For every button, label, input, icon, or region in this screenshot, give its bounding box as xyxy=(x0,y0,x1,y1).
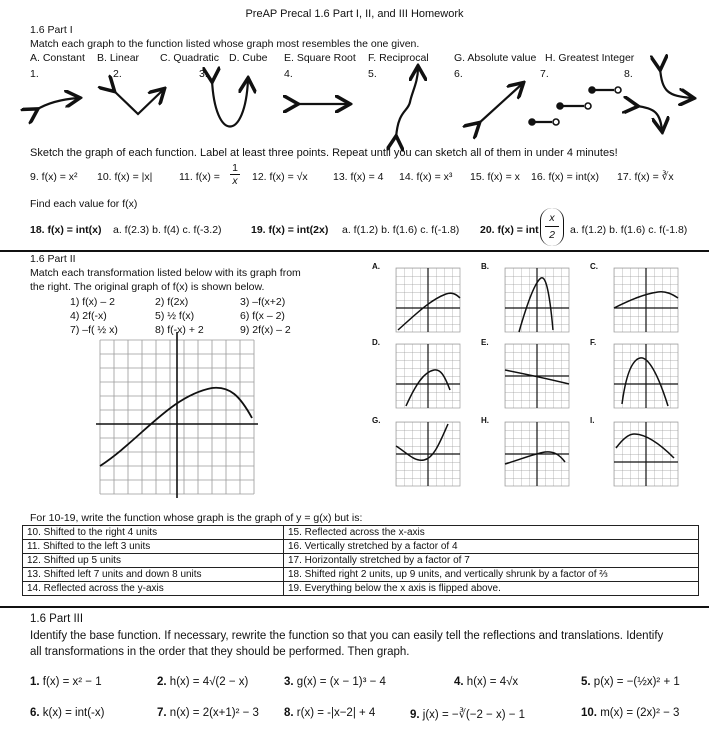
problem-expr: h(x) = 4√(2 − x) xyxy=(169,676,249,688)
problem-6 xyxy=(30,707,104,719)
part1-heading: 1.6 Part I xyxy=(30,24,73,36)
sketch-item-17: 17. f(x) = ∛x xyxy=(617,171,674,183)
table-cell: 11. Shifted to the left 3 units xyxy=(23,540,284,554)
table-row xyxy=(23,568,699,582)
choice-h: H. Greatest Integer xyxy=(545,52,635,64)
graph-number-1: 1. xyxy=(30,68,39,80)
graph-number-8: 8. xyxy=(624,68,633,80)
item-18-label: 18. f(x) = int(x) xyxy=(30,224,102,236)
graph-c xyxy=(614,268,678,332)
problem-number: 2. xyxy=(157,676,167,688)
problem-3 xyxy=(284,676,386,688)
problem-7 xyxy=(157,707,259,719)
problem-10 xyxy=(581,707,679,719)
transform-6: 6) f(x – 2) xyxy=(240,310,285,322)
problem-number: 8. xyxy=(284,707,294,719)
sketch-item-15: 15. f(x) = x xyxy=(470,171,520,183)
problem-number: 10. xyxy=(581,707,597,719)
item-20-frac-num: x xyxy=(545,210,559,227)
graph-number-6: 6. xyxy=(454,68,463,80)
problem-4 xyxy=(454,676,518,688)
choice-e: E. Square Root xyxy=(284,52,356,64)
problem-number: 1. xyxy=(30,676,40,688)
sketch-instruction: Sketch the graph of each function. Label at least three points. Repeat until you can sketch all of them in under 4 minutes! xyxy=(30,147,618,159)
choice-g: G. Absolute value xyxy=(454,52,537,64)
problem-expr: k(x) = int(-x) xyxy=(42,707,105,719)
graph-label-e: E. xyxy=(481,338,489,347)
sketch-8-reciprocal xyxy=(636,68,692,130)
problem-1 xyxy=(30,676,102,688)
problem-number: 3. xyxy=(284,676,294,688)
sketch-item-16: 16. f(x) = int(x) xyxy=(531,171,599,183)
table-cell: 12. Shifted up 5 units xyxy=(23,554,284,568)
problem-expr: f(x) = x² − 1 xyxy=(42,676,102,688)
sketch-item-9: 9. f(x) = x² xyxy=(30,171,78,183)
part1-instruction: Match each graph to the function listed whose graph most resembles the one given. xyxy=(30,38,420,50)
part3-instruction-2: all transformations in the order that they should be performed. Then graph. xyxy=(30,646,410,658)
original-graph xyxy=(100,340,254,494)
item-19-label: 19. f(x) = int(2x) xyxy=(251,224,329,236)
graph-d xyxy=(396,344,460,408)
sketch-item-14: 14. f(x) = x³ xyxy=(399,171,453,183)
sketch-5-cube xyxy=(396,68,418,138)
problem-expr: r(x) = -|x−2| + 4 xyxy=(296,707,376,719)
choice-f: F. Reciprocal xyxy=(368,52,429,64)
part2-heading: 1.6 Part II xyxy=(30,253,76,265)
divider-part1 xyxy=(0,250,709,252)
frac-11-den: x xyxy=(232,175,238,187)
sketch-2-absolute xyxy=(113,90,163,114)
choice-d: D. Cube xyxy=(229,52,268,64)
part3-instruction-1: Identify the base function. If necessary, rewrite the function so that you can easily tell the reflections and translations. Identify xyxy=(30,630,664,642)
find-label: Find each value for f(x) xyxy=(30,198,138,210)
transform-3: 3) –f(x+2) xyxy=(240,296,286,308)
table-intro: For 10-19, write the function whose graph is the graph of y = g(x) but is: xyxy=(30,512,363,524)
graph-label-a: A. xyxy=(372,262,380,271)
table-row xyxy=(23,582,699,596)
frac-11-num: 1 xyxy=(230,162,240,175)
graph-f xyxy=(614,344,678,408)
sketch-item-13: 13. f(x) = 4 xyxy=(333,171,384,183)
problem-2 xyxy=(157,676,248,688)
graph-number-5: 5. xyxy=(368,68,377,80)
item-19-parts: a. f(1.2) b. f(1.6) c. f(-1.8) xyxy=(342,224,460,236)
part3-heading: 1.6 Part III xyxy=(30,613,84,625)
problem-expr: g(x) = (x − 1)³ − 4 xyxy=(296,676,386,688)
table-row xyxy=(23,540,699,554)
problem-number: 7. xyxy=(157,707,167,719)
transform-8: 8) f(-x) + 2 xyxy=(155,324,204,336)
part2-instruction-1: Match each transformation listed below with its graph from xyxy=(30,267,301,279)
choice-b: B. Linear xyxy=(97,52,140,64)
graph-label-b: B. xyxy=(481,262,489,271)
part2-instruction-2: the right. The original graph of f(x) is shown below. xyxy=(30,281,265,293)
problem-number: 6. xyxy=(30,707,40,719)
item-20-parts: a. f(1.2) b. f(1.6) c. f(-1.8) xyxy=(570,224,688,236)
graph-label-c: C. xyxy=(590,262,598,271)
table-cell: 14. Reflected across the y-axis xyxy=(23,582,284,596)
table-cell: 18. Shifted right 2 units, up 9 units, and vertically shrunk by a factor of ⅔ xyxy=(284,568,699,582)
graph-label-i: I. xyxy=(590,416,595,425)
part1-sketches xyxy=(0,62,709,142)
table-row xyxy=(23,526,699,540)
divider-part2 xyxy=(0,606,709,608)
transform-7: 7) –f( ½ x) xyxy=(70,324,118,336)
transform-1: 1) f(x) – 2 xyxy=(70,296,115,308)
graph-i xyxy=(614,422,678,486)
problem-number: 4. xyxy=(454,676,464,688)
table-cell: 16. Vertically stretched by a factor of 4 xyxy=(284,540,699,554)
graph-g xyxy=(396,422,460,486)
graph-label-g: G. xyxy=(372,416,381,425)
item-20-frac xyxy=(540,208,564,246)
graph-number-7: 7. xyxy=(540,68,549,80)
problem-expr: n(x) = 2(x+1)² − 3 xyxy=(169,707,259,719)
graph-label-d: D. xyxy=(372,338,380,347)
graph-b xyxy=(505,268,569,332)
problem-number: 9. xyxy=(410,709,420,721)
transform-graphs xyxy=(360,262,700,502)
problem-number: 5. xyxy=(581,676,591,688)
sketch-1-linear xyxy=(36,98,78,110)
item-20-label: 20. f(x) = int xyxy=(480,224,539,236)
graph-label-h: H. xyxy=(481,416,489,425)
problem-expr: j(x) = −∛(−2 − x) − 1 xyxy=(422,709,526,721)
graph-h xyxy=(505,422,569,486)
problem-8 xyxy=(284,707,375,719)
frac-11 xyxy=(230,162,240,187)
sketch-item-12: 12. f(x) = √x xyxy=(252,171,308,183)
table-row xyxy=(23,554,699,568)
sketch-item-11: 11. f(x) = xyxy=(179,171,220,183)
graph-number-2: 2. xyxy=(113,68,122,80)
graph-number-4: 4. xyxy=(284,68,293,80)
problem-expr: p(x) = −(½x)² + 1 xyxy=(593,676,680,688)
table-cell: 13. Shifted left 7 units and down 8 units xyxy=(23,568,284,582)
transform-table xyxy=(22,525,699,596)
sketch-7-greatest-integer xyxy=(532,90,614,122)
problem-expr: m(x) = (2x)² − 3 xyxy=(600,707,680,719)
sketch-6-linear xyxy=(478,84,522,124)
table-cell: 19. Everything below the x axis is flipped above. xyxy=(284,582,699,596)
problem-5 xyxy=(581,676,680,688)
transform-5: 5) ½ f(x) xyxy=(155,310,195,322)
item-18-parts: a. f(2.3) b. f(4) c. f(-3.2) xyxy=(113,224,222,236)
choice-c: C. Quadratic xyxy=(160,52,219,64)
table-cell: 15. Reflected across the x-axis xyxy=(284,526,699,540)
sketch-3-quadratic xyxy=(212,80,248,127)
graph-number-3: 3. xyxy=(199,68,208,80)
transform-2: 2) f(2x) xyxy=(155,296,189,308)
choice-a: A. Constant xyxy=(30,52,85,64)
item-20-frac-den: 2 xyxy=(549,229,555,241)
transform-4: 4) 2f(-x) xyxy=(70,310,107,322)
graph-label-f: F. xyxy=(590,338,597,347)
graph-a xyxy=(396,268,460,332)
table-cell: 10. Shifted to the right 4 units xyxy=(23,526,284,540)
table-cell: 17. Horizontally stretched by a factor of 7 xyxy=(284,554,699,568)
problem-expr: h(x) = 4√x xyxy=(466,676,519,688)
sketch-item-10: 10. f(x) = |x| xyxy=(97,171,153,183)
page-title: PreAP Precal 1.6 Part I, II, and III Homework xyxy=(245,8,464,20)
problem-9 xyxy=(410,707,525,721)
graph-e xyxy=(505,344,569,408)
transform-9: 9) 2f(x) – 2 xyxy=(240,324,291,336)
